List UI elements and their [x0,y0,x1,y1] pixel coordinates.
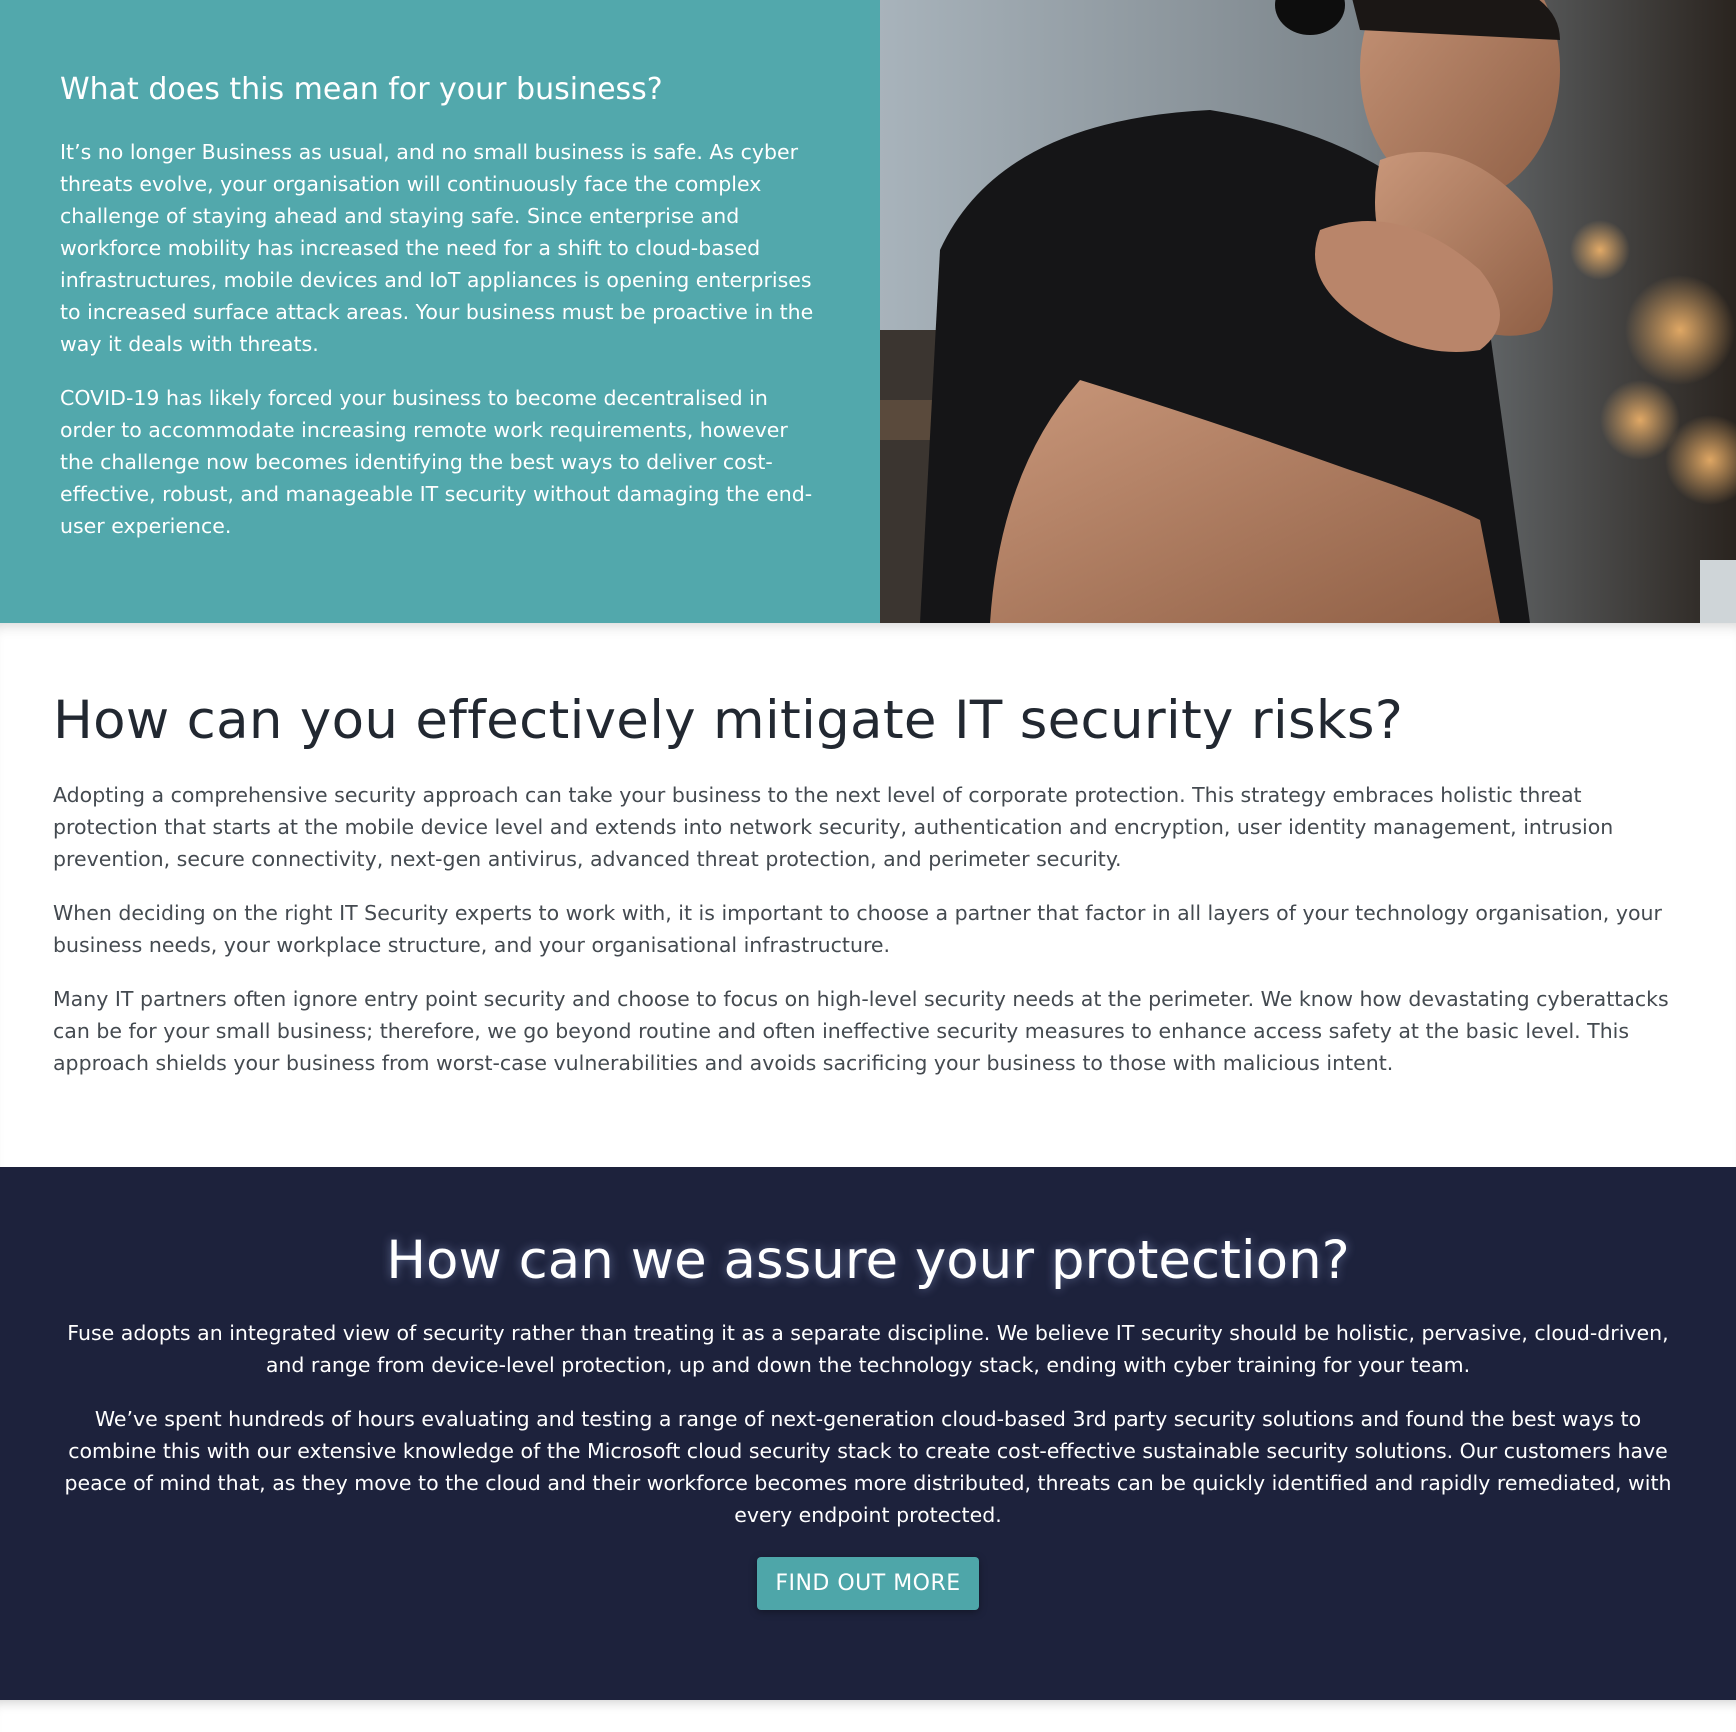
protection-section [0,1167,1736,1700]
mitigate-paragraph-3: Many IT partners often ignore entry point security and choose to focus on high-level security needs at the perimeter. We know how devastating cyberattacks can be for your small business; therefore, we go beyond routine and often ineffective security measures to enhance access safety at the basic level. This approach shields your business from worst-case vulnerabilities and avoids sacrificing your business to those with malicious intent. [53,987,1669,1075]
protection-paragraph-2: We’ve spent hundreds of hours evaluating and testing a range of next-generation cloud-based 3rd party security solutions and found the best ways to combine this with our extensive knowledge of the Microsoft cloud security stack to create cost-effective sustainable security solutions. Our customers have peace of mind that, as they move to the cloud and their workforce becomes more distributed, threats can be quickly identified and rapidly remediated, with every endpoint protected. [64,1407,1672,1527]
protection-paragraph-1: Fuse adopts an integrated view of security rather than treating it as a separate discipline. We believe IT security should be holistic, pervasive, cloud-driven, and range from device-level protection, up and down the technology stack, ending with cyber training for your team. [67,1321,1669,1377]
man-with-headphones-photo [880,0,1736,623]
business-paragraph-2: COVID-19 has likely forced your business to become decentralised in order to accommodate increasing remote work requirements, however the challenge now becomes identifying the best ways to deliver cost-effective, robust, and manageable IT security without damaging the end-user experience. [60,386,813,538]
business-paragraph-1: It’s no longer Business as usual, and no small business is safe. As cyber threats evolve, your organisation will continuously face the complex challenge of staying ahead and staying safe. Since enterprise and workforce mobility has increased the need for a shift to cloud-based infrastructures, mobile devices and IoT appliances is opening enterprises to increased surface attack areas. Your business must be proactive in the way it deals with threats. [60,140,814,356]
find-out-more-button[interactable]: FIND OUT MORE [757,1557,978,1610]
business-section [0,0,1736,623]
mitigate-paragraph-1: Adopting a comprehensive security approach can take your business to the next level of corporate protection. This strategy embraces holistic threat protection that starts at the mobile device level and extends into network security, authentication and encryption, user identity management, intrusion prevention, secure connectivity, next-gen antivirus, advanced threat protection, and perimeter security. [53,783,1614,871]
protection-heading: How can we assure your protection? [386,1230,1350,1291]
footer-strip [0,1700,1736,1732]
mitigate-heading: How can you effectively mitigate IT security risks? [53,690,1404,751]
photo-illustration [880,0,1736,623]
business-heading: What does this mean for your business? [60,72,663,107]
business-text-panel [0,0,880,623]
mitigate-section [0,623,1736,1167]
mitigate-paragraph-2: When deciding on the right IT Security experts to work with, it is important to choose a partner that factor in all layers of your technology organisation, your business needs, your workplace structure, and your organisational infrastructure. [53,901,1662,957]
